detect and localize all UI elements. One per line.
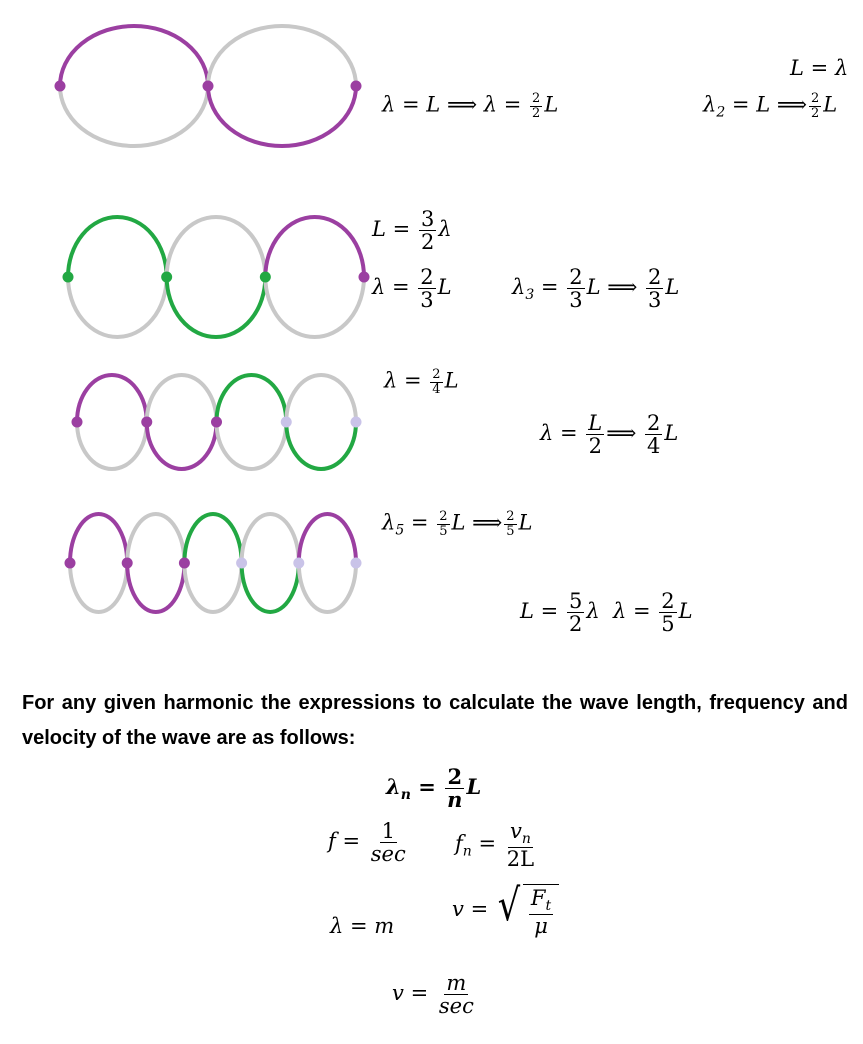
loop-4-upper-arc — [242, 514, 299, 563]
node-dot — [203, 81, 214, 92]
fourth-harmonic-wave — [72, 375, 362, 469]
eq-frequency: f = $\frac{1}{\sec}$ — [328, 819, 406, 867]
eq-velocity-tension: v = √ $\frac{F_t}{\mu}$ — [452, 884, 559, 937]
node-dot — [63, 272, 74, 283]
loop-3-upper-arc — [217, 375, 287, 422]
node-dot — [141, 417, 152, 428]
loop-1-upper-arc — [68, 217, 167, 277]
eq-L-3-2-lambda: L = $\frac{3}{2}$ λ — [372, 207, 452, 255]
node-dot — [281, 417, 292, 428]
eq-lambda-row1: λ = L ⟹ λ = $\frac{2}{2}$ L — [382, 91, 559, 121]
loop-4-lower-arc — [286, 422, 356, 469]
loop-2-upper-arc — [147, 375, 217, 422]
eq-lambda-2-4-L: λ = $\frac{2}{4}$ L — [384, 367, 459, 397]
eq-L-5-2-lambda: L = $\frac{5}{2}$ λ λ = $\frac{2}{5}$ L — [520, 589, 693, 637]
loop-2-upper-arc — [167, 217, 266, 277]
eq-lambda3: $\lambda_3$ = $\frac{2}{3}$ L ⟹ $\frac{2}{3}$ L — [512, 265, 680, 313]
node-dot — [122, 558, 133, 569]
loop-1-upper-arc — [77, 375, 147, 422]
eq-lambda-L-2: λ = $\frac{L}{2}$ ⟹ $\frac{2}{4}$ L — [540, 411, 679, 459]
eq-lambda-2-3-L: λ = $\frac{2}{3}$ L — [372, 265, 452, 313]
eq-velocity-m-sec: v = $\frac{m}{\sec}$ — [392, 971, 474, 1019]
node-dot — [351, 81, 362, 92]
description-paragraph: For any given harmonic the expressions to calculate the wave length, frequency and velocity of the wave are as follows: — [22, 692, 848, 749]
loop-1-lower-arc — [77, 422, 147, 469]
loop-1-lower-arc — [70, 563, 127, 612]
loop-3-lower-arc — [184, 563, 241, 612]
second-harmonic-wave — [55, 26, 362, 146]
loop-2-lower-arc — [167, 277, 266, 337]
third-harmonic-wave — [63, 217, 370, 337]
loop-4-upper-arc — [286, 375, 356, 422]
node-dot — [55, 81, 66, 92]
loop-5-lower-arc — [299, 563, 356, 612]
node-dot — [351, 417, 362, 428]
loop-3-lower-arc — [265, 277, 364, 337]
loop-1-upper-arc — [70, 514, 127, 563]
node-dot — [72, 417, 83, 428]
loop-1-upper-arc — [60, 26, 208, 86]
eq-lambda-m: λ = m — [330, 914, 395, 938]
eq-lambda2: $\lambda_2 = L$ ⟹ $\frac{2}{2}$ L — [703, 91, 838, 121]
loop-5-upper-arc — [299, 514, 356, 563]
eq-frequency-n: $f_n$ = $\frac{v_n}{2L}$ — [455, 819, 535, 871]
eq-L-equals-lambda: L = λ — [790, 56, 849, 80]
loop-3-upper-arc — [184, 514, 241, 563]
node-dot — [236, 558, 247, 569]
node-dot — [359, 272, 370, 283]
node-dot — [211, 417, 222, 428]
node-dot — [293, 558, 304, 569]
loop-3-upper-arc — [265, 217, 364, 277]
node-dot — [65, 558, 76, 569]
node-dot — [161, 272, 172, 283]
loop-2-upper-arc — [208, 26, 356, 86]
loop-4-lower-arc — [242, 563, 299, 612]
loop-2-upper-arc — [127, 514, 184, 563]
loop-1-lower-arc — [60, 86, 208, 146]
eq-lambda-n: $\lambda_n$ = $\frac{2}{n}$ L — [386, 764, 482, 813]
loop-2-lower-arc — [147, 422, 217, 469]
loop-2-lower-arc — [208, 86, 356, 146]
loop-1-lower-arc — [68, 277, 167, 337]
node-dot — [351, 558, 362, 569]
loop-3-lower-arc — [217, 422, 287, 469]
fifth-harmonic-wave — [65, 514, 362, 612]
eq-lambda5: $\lambda_5$ = $\frac{2}{5}$ L ⟹ $\frac{2}{5}$ L — [382, 509, 533, 539]
node-dot — [260, 272, 271, 283]
loop-2-lower-arc — [127, 563, 184, 612]
node-dot — [179, 558, 190, 569]
